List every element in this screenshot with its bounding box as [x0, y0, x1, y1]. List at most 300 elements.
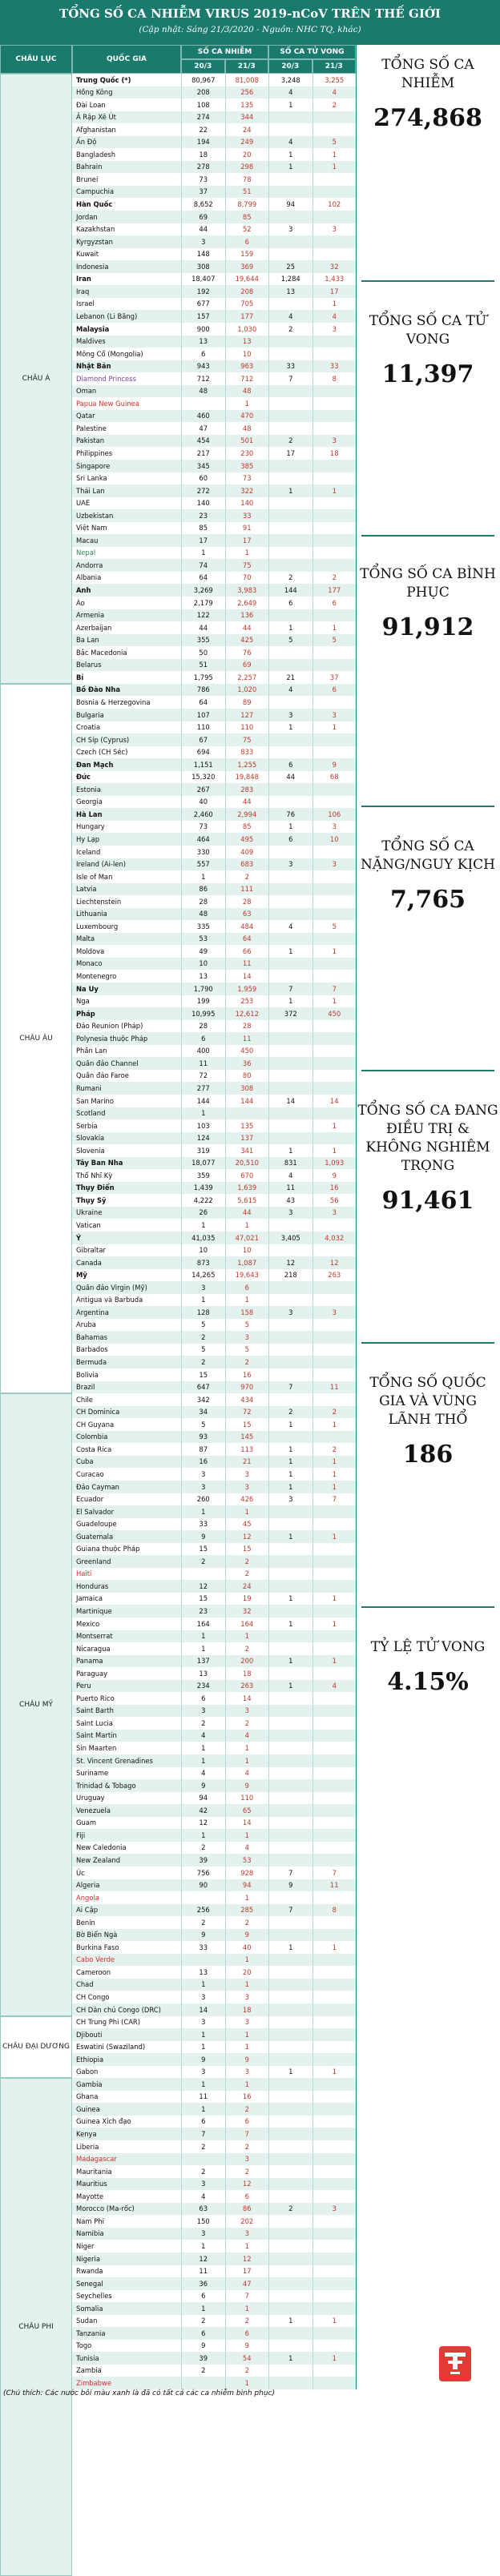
table-row	[72, 198, 356, 211]
country-name: Saint Lucia	[76, 1718, 113, 1727]
table-row	[72, 497, 356, 510]
cell-value: 1	[312, 1418, 357, 1431]
cell-value: 94	[268, 198, 312, 211]
country-name: Jamaica	[76, 1594, 103, 1603]
cell-value: 4	[268, 920, 312, 933]
cell-value	[268, 2215, 312, 2228]
country-name: Na Uy	[76, 984, 99, 993]
country-name: Montserrat	[76, 1632, 113, 1641]
cell-value: 831	[268, 1157, 312, 1170]
table-row	[72, 1294, 356, 1307]
cell-value	[268, 1829, 312, 1842]
cell-value	[268, 1580, 312, 1593]
country-name: Cuba	[76, 1457, 94, 1466]
cell-value: 2	[225, 2103, 269, 2116]
deaths-date-2: 21/3	[312, 59, 357, 74]
cell-value: 6	[225, 1281, 269, 1294]
cell-value: 1	[181, 2240, 225, 2252]
cell-value	[268, 895, 312, 908]
country-name: Guam	[76, 1818, 97, 1827]
cell-value: 110	[225, 721, 269, 734]
continent-cell: CHÂU ĐẠI DƯƠNG	[0, 2016, 72, 2079]
cell-value	[268, 2240, 312, 2252]
cell-value: 2	[181, 2365, 225, 2377]
cell-value: 1	[181, 2028, 225, 2041]
table-row	[72, 136, 356, 149]
cell-value: 44	[225, 1207, 269, 1220]
cell-value	[268, 1119, 312, 1132]
table-row	[72, 1132, 356, 1145]
cell-value: 12	[225, 2178, 269, 2191]
stat-divider	[361, 806, 494, 807]
country-name: Canada	[76, 1258, 102, 1267]
cell-value	[312, 173, 357, 186]
cell-value	[312, 1991, 357, 2003]
cell-value: 67	[181, 733, 225, 746]
cell-value	[312, 211, 357, 223]
table-row	[72, 920, 356, 933]
cell-value: 1	[268, 98, 312, 111]
country-name: Cabo Verde	[76, 1955, 115, 1964]
cell-value: 385	[225, 460, 269, 472]
table-row	[72, 111, 356, 124]
stat-label: TỶ LỆ TỬ VONG	[370, 1639, 486, 1655]
cell-value	[312, 1244, 357, 1257]
cell-value	[268, 1705, 312, 1718]
table-row	[72, 846, 356, 858]
cell-value: 107	[181, 709, 225, 721]
country-name: Moldova	[76, 946, 105, 955]
cell-value	[312, 522, 357, 535]
cell-value	[268, 2165, 312, 2178]
cell-value	[312, 2041, 357, 2054]
cell-value: 341	[225, 1144, 269, 1157]
cell-value: 256	[181, 1904, 225, 1917]
cell-value	[268, 2252, 312, 2265]
cell-value: 249	[225, 136, 269, 149]
cell-value: 12	[268, 1256, 312, 1269]
cell-value: 7	[312, 1493, 357, 1506]
cell-value	[312, 783, 357, 796]
country-name: Liberia	[76, 2142, 99, 2151]
cell-value: 110	[181, 721, 225, 734]
cell-value: 3,255	[312, 74, 357, 86]
deaths-header: SỐ CA TỬ VONG	[268, 45, 356, 59]
country-name: Hồng Kông	[76, 88, 113, 97]
cell-value: 3	[312, 821, 357, 834]
country-name: Jordan	[76, 212, 98, 221]
cell-value: 1	[268, 945, 312, 958]
country-name: Singapore	[76, 461, 111, 470]
country-name: Ukraine	[76, 1208, 103, 1217]
table-row	[72, 2352, 356, 2365]
cell-value: 7	[268, 1381, 312, 1394]
cell-value: 2,460	[181, 808, 225, 821]
table-row	[72, 1618, 356, 1630]
cell-value: 1	[225, 1630, 269, 1643]
stat-label: TỔNG SỐ CA BÌNH PHỤC	[360, 566, 496, 601]
cell-value: 11	[181, 2091, 225, 2104]
country-name: Gibraltar	[76, 1246, 106, 1255]
table-row	[72, 908, 356, 921]
cell-value: 3	[312, 709, 357, 721]
cell-value: 11	[181, 1057, 225, 1070]
cell-value: 4,222	[181, 1194, 225, 1207]
table-row	[72, 1817, 356, 1830]
cell-value	[312, 1717, 357, 1730]
cell-value: 65	[225, 1804, 269, 1817]
cell-value: 1	[268, 161, 312, 174]
cell-value: 86	[181, 883, 225, 896]
cell-value: 7	[268, 1904, 312, 1917]
table-row	[72, 1020, 356, 1033]
table-row	[72, 1045, 356, 1058]
table-row	[72, 684, 356, 697]
cell-value	[312, 733, 357, 746]
cell-value: 344	[225, 111, 269, 124]
cases-header: SỐ CA NHIỄM	[181, 45, 268, 59]
table-row	[72, 1157, 356, 1170]
cell-value: 1	[268, 1530, 312, 1543]
cell-value: 192	[181, 285, 225, 298]
cell-value	[268, 248, 312, 261]
cell-value: 3	[312, 1207, 357, 1220]
cell-value: 1	[312, 148, 357, 161]
table-row	[72, 1456, 356, 1469]
cell-value	[268, 1331, 312, 1344]
table-row	[72, 1966, 356, 1979]
cell-value	[312, 460, 357, 472]
cell-value	[268, 2103, 312, 2116]
country-name: Bermuda	[76, 1358, 107, 1367]
cell-value: 135	[225, 98, 269, 111]
cell-value: 1	[312, 2315, 357, 2328]
cell-value: 63	[225, 908, 269, 921]
country-name: New Zealand	[76, 1855, 121, 1864]
cell-value: 11	[225, 958, 269, 971]
cell-value: 3	[181, 2016, 225, 2029]
table-row	[72, 771, 356, 784]
cell-value	[312, 659, 357, 672]
cell-value: 1	[181, 870, 225, 883]
cell-value: 11	[225, 1032, 269, 1045]
country-name: Đức	[76, 773, 91, 782]
cell-value: 1	[312, 995, 357, 1008]
cell-value: 1	[225, 2240, 269, 2252]
cell-value	[268, 1954, 312, 1967]
table-row	[72, 671, 356, 684]
cell-value: 3	[312, 323, 357, 336]
cell-value: 8,799	[225, 198, 269, 211]
cell-value	[312, 1630, 357, 1643]
cell-value: 1	[181, 1294, 225, 1307]
cell-value	[312, 746, 357, 759]
cell-value	[312, 796, 357, 809]
cell-value	[268, 534, 312, 547]
cell-value: 3	[181, 1991, 225, 2003]
cell-value: 3	[312, 858, 357, 871]
cell-value: 6	[181, 2116, 225, 2128]
table-row	[72, 2327, 356, 2340]
cell-value: 9	[225, 1929, 269, 1942]
table-row	[72, 1543, 356, 1556]
country-name: Czech (CH Séc)	[76, 748, 128, 757]
cell-value: 2	[225, 1555, 269, 1568]
cell-value: 335	[181, 920, 225, 933]
cell-value	[312, 2265, 357, 2278]
table-row	[72, 1742, 356, 1754]
cell-value	[268, 1991, 312, 2003]
country-name: Eswatini (Swaziland)	[76, 2043, 146, 2052]
cell-value: 1	[268, 1680, 312, 1693]
country-name: Belarus	[76, 661, 102, 669]
country-name: Hy Lạp	[76, 835, 100, 843]
deaths-date-1: 20/3	[268, 59, 312, 74]
cell-value: 4	[312, 86, 357, 99]
table-row	[72, 721, 356, 734]
cell-value: 3	[181, 1481, 225, 1493]
cell-value: 110	[225, 1792, 269, 1805]
cell-value: 85	[225, 821, 269, 834]
cell-value	[268, 1767, 312, 1780]
cell-value	[268, 2327, 312, 2340]
cell-value: 6	[312, 684, 357, 697]
cell-value: 177	[225, 310, 269, 323]
cell-value: 15	[181, 1543, 225, 1556]
table-row	[72, 1842, 356, 1855]
cell-value: 113	[225, 1443, 269, 1456]
cell-value: 1	[268, 1443, 312, 1456]
cell-value	[312, 1792, 357, 1805]
cell-value	[312, 1331, 357, 1344]
table-row	[72, 1792, 356, 1805]
table-row	[72, 123, 356, 136]
cell-value	[312, 385, 357, 398]
table-row	[72, 833, 356, 846]
country-name: Morocco (Ma-rốc)	[76, 2204, 135, 2213]
cell-value: 64	[181, 696, 225, 709]
cell-value: 11	[268, 1182, 312, 1195]
cell-value: 6	[225, 2190, 269, 2203]
country-name: St. Vincent Grenadines	[76, 1756, 153, 1765]
cell-value	[312, 646, 357, 659]
page-subtitle: (Cập nhật: Sáng 21/3/2020 - Nguồn: NHC TQ, khác)	[139, 25, 361, 34]
cell-value	[268, 1294, 312, 1307]
country-name: Chile	[76, 1395, 93, 1404]
table-row	[72, 285, 356, 298]
summary-panel	[356, 45, 500, 2389]
table-row	[72, 472, 356, 485]
country-name: Estonia	[76, 785, 101, 794]
table-row	[72, 584, 356, 597]
table-row	[72, 1655, 356, 1668]
cell-value	[268, 298, 312, 311]
country-name: Benin	[76, 1918, 95, 1927]
table-row	[72, 659, 356, 672]
cell-value: 1	[312, 945, 357, 958]
cell-value: 3	[268, 1207, 312, 1220]
cell-value: 873	[181, 1256, 225, 1269]
cell-value	[268, 2190, 312, 2203]
cell-value: 22	[181, 123, 225, 136]
cell-value	[312, 410, 357, 423]
cell-value	[268, 111, 312, 124]
cell-value: 6	[181, 2290, 225, 2303]
cell-value	[312, 1979, 357, 1991]
cell-value	[312, 1356, 357, 1368]
cell-value: 144	[225, 1095, 269, 1107]
cell-value: 3	[225, 1991, 269, 2003]
cell-value	[312, 1754, 357, 1767]
cell-value: 8	[312, 1904, 357, 1917]
table-row	[72, 1319, 356, 1332]
cell-value	[312, 2252, 357, 2265]
cell-value: 14	[268, 1095, 312, 1107]
cell-value	[312, 111, 357, 124]
cell-value: 1,284	[268, 273, 312, 286]
country-name: Burkina Faso	[76, 1943, 119, 1951]
cell-value	[312, 2377, 357, 2389]
cell-value: 330	[181, 846, 225, 858]
country-name: Macau	[76, 536, 99, 545]
table-row	[72, 1767, 356, 1780]
cell-value: 10,995	[181, 1007, 225, 1020]
country-name: Bồ Đào Nha	[76, 685, 121, 694]
cell-value	[268, 1605, 312, 1618]
table-row	[72, 945, 356, 958]
table-row	[72, 2153, 356, 2166]
cell-value: 33	[225, 509, 269, 522]
cell-value	[312, 2190, 357, 2203]
cell-value: 253	[225, 995, 269, 1008]
cell-value: 4	[181, 2190, 225, 2203]
cell-value	[312, 509, 357, 522]
country-name: Bỉ	[76, 673, 84, 681]
country-name: Kazakhstan	[76, 225, 115, 234]
cell-value: 80,967	[181, 74, 225, 86]
table-row	[72, 211, 356, 223]
cell-value: 14	[225, 1692, 269, 1705]
cell-value: 194	[181, 136, 225, 149]
cell-value: 1	[225, 2302, 269, 2315]
country-name: Quần đảo Virgin (Mỹ)	[76, 1283, 147, 1292]
cell-value	[312, 1107, 357, 1120]
table-row	[72, 733, 356, 746]
country-name: Uruguay	[76, 1794, 105, 1802]
cell-value: 285	[225, 1904, 269, 1917]
cell-value: 2	[312, 572, 357, 585]
cell-value: 484	[225, 920, 269, 933]
table-row	[72, 1207, 356, 1220]
cell-value	[268, 1344, 312, 1356]
cell-value	[268, 385, 312, 398]
cell-value: 19,644	[225, 273, 269, 286]
country-name: Guadeloupe	[76, 1520, 117, 1529]
cell-value: 2	[225, 870, 269, 883]
cell-value	[312, 2290, 357, 2303]
cell-value: 13	[181, 1667, 225, 1680]
cell-value: 9	[181, 1530, 225, 1543]
cell-value	[312, 1020, 357, 1033]
cell-value	[268, 472, 312, 485]
country-name: Lebanon (Li Băng)	[76, 311, 138, 320]
cell-value: 1	[268, 1418, 312, 1431]
cell-value: 33	[312, 360, 357, 373]
cell-value	[268, 1667, 312, 1680]
table-row	[72, 2066, 356, 2079]
cell-value	[268, 696, 312, 709]
table-row	[72, 1954, 356, 1967]
cell-value: 2	[225, 2315, 269, 2328]
country-name: Campuchia	[76, 187, 115, 196]
cell-value	[312, 1505, 357, 1518]
cell-value: 5	[312, 920, 357, 933]
cell-value: 3	[225, 1481, 269, 1493]
cell-value: 28	[225, 1020, 269, 1033]
country-name: Mayotte	[76, 2192, 104, 2200]
cell-value: 359	[181, 1169, 225, 1182]
cell-value: 3,248	[268, 74, 312, 86]
cell-value: 12	[225, 1530, 269, 1543]
cell-value: 6	[181, 1032, 225, 1045]
cell-value: 37	[312, 671, 357, 684]
table-row	[72, 609, 356, 622]
cell-value: 4	[268, 684, 312, 697]
cell-value	[268, 1368, 312, 1381]
country-name: Tanzania	[76, 2329, 106, 2337]
cell-value: 9	[312, 758, 357, 771]
country-name: Zambia	[76, 2366, 102, 2375]
cell-value	[268, 1356, 312, 1368]
country-name: Quần đảo Channel	[76, 1059, 139, 1067]
country-name: Thụy Sỹ	[76, 1196, 107, 1204]
country-name: Iran	[76, 275, 91, 283]
cell-value: 157	[181, 310, 225, 323]
cell-value: 1	[181, 1630, 225, 1643]
table-row	[72, 74, 356, 86]
cell-value	[268, 1393, 312, 1406]
cell-value: 20	[225, 148, 269, 161]
cell-value: 44	[225, 796, 269, 809]
cell-value: 4	[225, 1730, 269, 1742]
cell-value: 69	[225, 659, 269, 672]
table-row	[72, 385, 356, 398]
table-row	[72, 2028, 356, 2041]
cell-value: 33	[181, 1518, 225, 1531]
cell-value: 85	[181, 522, 225, 535]
country-name: San Marino	[76, 1096, 114, 1105]
table-row	[72, 621, 356, 634]
country-name: Pakistan	[76, 436, 105, 445]
cell-value: 15	[225, 1543, 269, 1556]
table-row	[72, 2240, 356, 2252]
table-row	[72, 1431, 356, 1444]
cell-value: 4	[268, 136, 312, 149]
table-row	[72, 447, 356, 460]
cell-value: 1	[268, 2352, 312, 2365]
cell-value: 12	[181, 2252, 225, 2265]
cell-value: 74	[181, 559, 225, 572]
cell-value: 6	[268, 833, 312, 846]
cell-value	[312, 2215, 357, 2228]
cell-value: 2	[225, 2365, 269, 2377]
country-name: Gabon	[76, 2068, 99, 2076]
cell-value	[312, 472, 357, 485]
country-name: Fiji	[76, 1831, 86, 1839]
cell-value	[268, 2128, 312, 2140]
cell-value: 49	[181, 945, 225, 958]
cell-value	[268, 1070, 312, 1083]
